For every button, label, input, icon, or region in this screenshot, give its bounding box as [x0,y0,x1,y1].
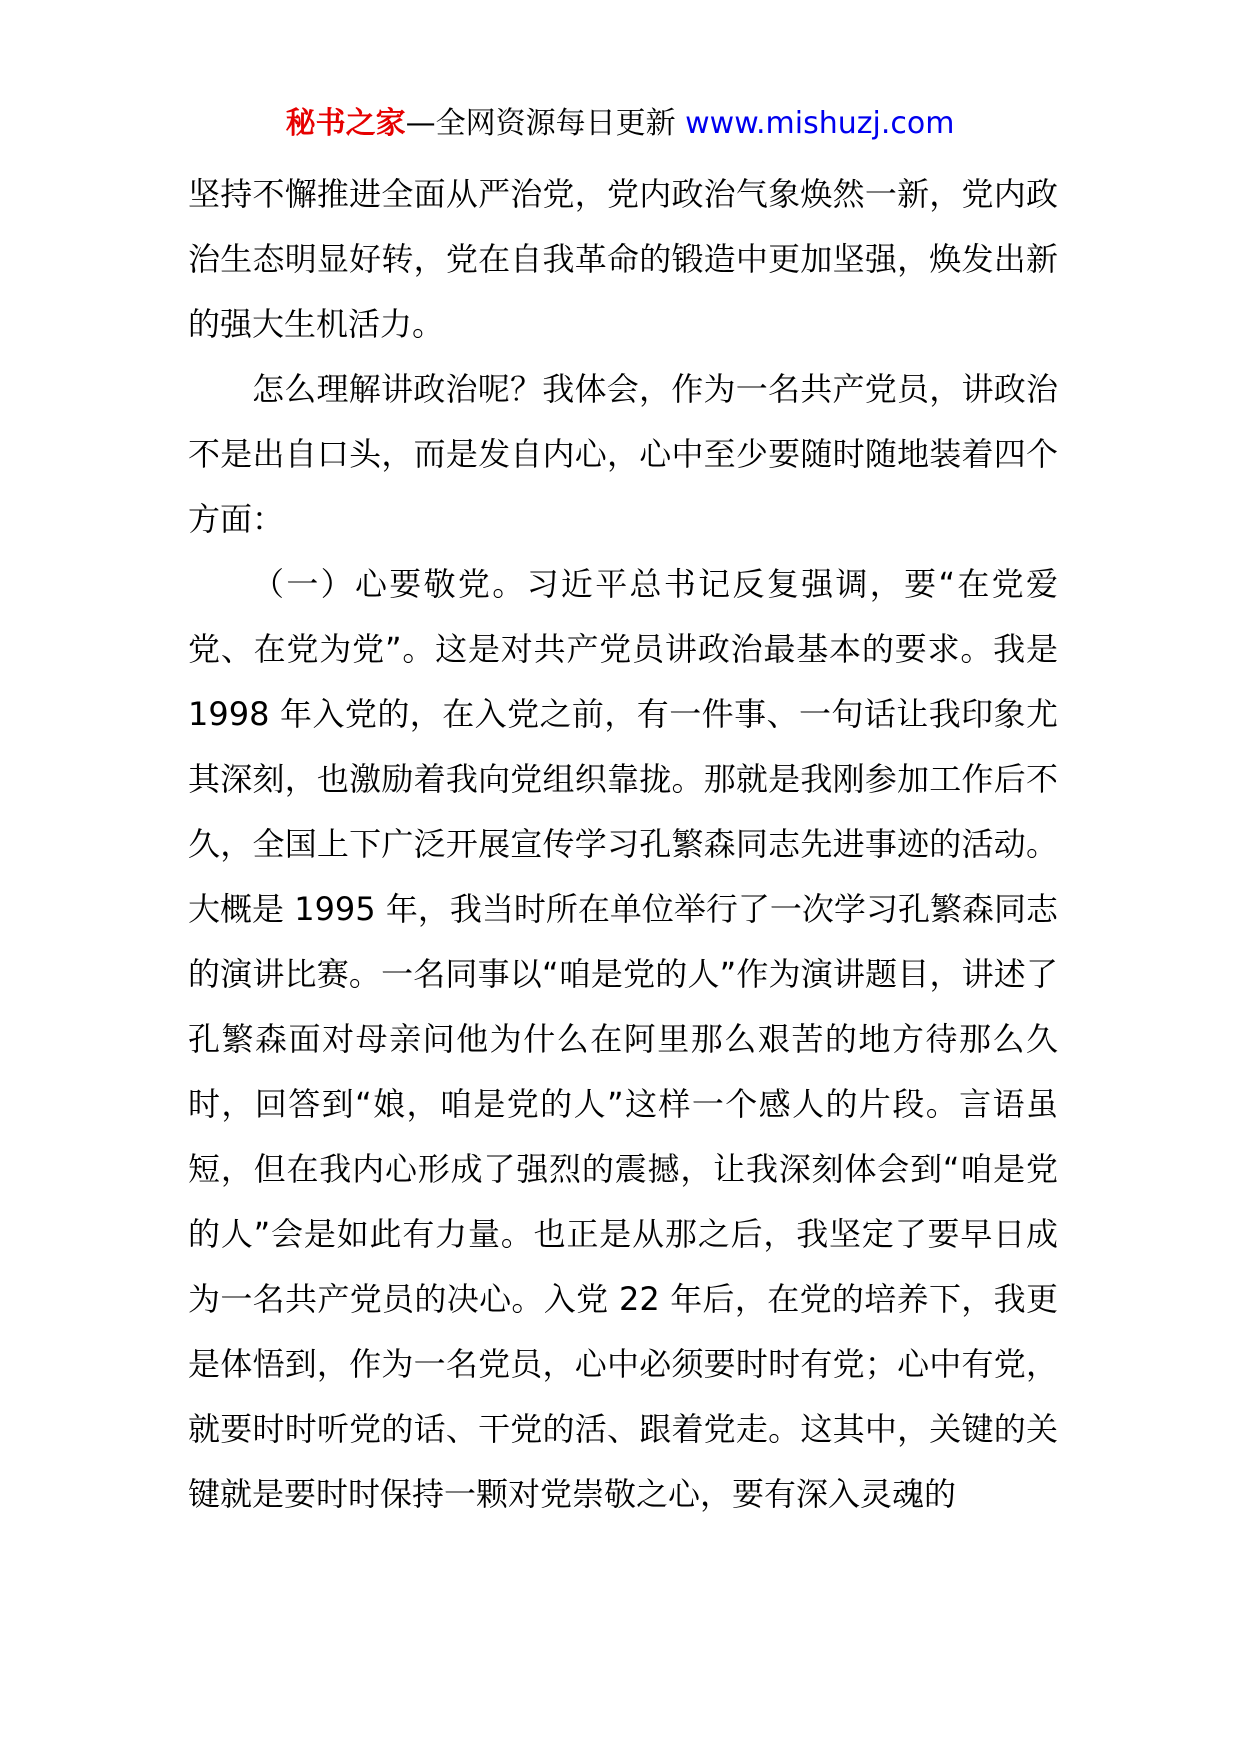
site-url-link[interactable]: www.mishuzj.com [685,106,955,141]
brand-name: 秘书之家 [285,106,406,141]
paragraph: 怎么理解讲政治呢？我体会，作为一名共产党员，讲政治不是出自口头，而是发自内心，心中至少要随时随地装着四个方面： [188,370,1058,538]
paragraph: （一）心要敬党。习近平总书记反复强调，要“在党爱党、在党为党”。这是对共产党员讲政治最基本的要求。我是 1998 年入党的，在入党之前，有一件事、一句话让我印象尤其深刻，也激励着我向党组织靠拢。那就是我刚参加工作后不久，全国上下广泛开展宣传学习孔繁森同志先进事迹的活动。大概是 1995 年，我当时所在单位举行了一次学习孔繁森同志的演讲比赛。一名同事以“咱是党的人”作为演讲题目，讲述了孔繁森面对母亲问他为什么在阿里那么艰苦的地方待那么久时，回答到“娘，咱是党的人”这样一个感人的片段。言语虽短，但在我内心形成了强烈的震撼，让我深刻体会到“咱是党的人”会是如此有力量。也正是从那之后，我坚定了要早日成为一名共产党员的决心。入党 22 年后，在党的培养下，我更是体悟到，作为一名党员，心中必须要时时有党；心中有党，就要时时听党的话、干党的活、跟着党走。这其中，关键的关键就是要时时保持一颗对党崇敬之心，要有深入灵魂的 [188,565,1058,1513]
paragraph: 坚持不懈推进全面从严治党，党内政治气象焕然一新，党内政治生态明显好转，党在自我革命的锻造中更加坚强，焕发出新的强大生机活力。 [188,175,1058,343]
site-header [0,100,1240,148]
document-body [188,162,1058,1527]
header-slogan: —全网资源每日更新 [405,106,676,141]
